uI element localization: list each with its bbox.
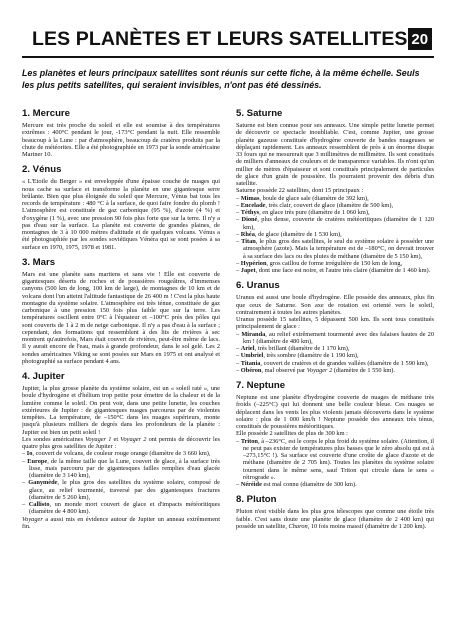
satellite-name: Triton <box>240 437 258 445</box>
satellite-desc: , couvert de cratères et de grandes vallées (diamètre de 1 590 km), <box>260 359 429 367</box>
left-column <box>22 108 220 630</box>
satellite-name: Japet <box>240 267 256 274</box>
satellite-desc: , mal observé par <box>261 366 307 374</box>
section-title: 3. Mars <box>22 256 56 268</box>
satellite-name: Callisto <box>28 501 50 508</box>
text: et <box>111 435 121 443</box>
satellite-desc: , très sombre (diamètre de 1 190 km), <box>263 352 359 360</box>
satellite-desc: , gros caillou de forme irrégulière de 150 km de long, <box>266 259 403 267</box>
page-number-badge: 20 <box>408 28 432 50</box>
satellite-name: Encelade <box>240 201 266 209</box>
list-item <box>236 352 434 359</box>
page-header <box>22 27 434 51</box>
satellite-desc: , très brillant (diamètre de 1 170 km), <box>254 345 350 352</box>
list-item <box>236 202 434 209</box>
list-item <box>236 238 434 260</box>
satellite-name: Titan <box>241 238 256 245</box>
section-venus <box>22 164 220 251</box>
list-item <box>22 501 220 516</box>
satellite-name: Ganymède <box>28 479 58 487</box>
satellite-desc: , de glace (diamètre de 1 530 km), <box>254 230 342 238</box>
header-rule <box>22 56 434 58</box>
satellite-name: Charon <box>288 522 308 530</box>
section-neptune <box>236 380 434 488</box>
list-item <box>236 260 434 267</box>
probe-name: Voyager <box>22 515 43 523</box>
satellite-desc: , très clair, couvert de glace (diamètre de 500 km), <box>265 201 394 209</box>
list-item <box>236 367 434 374</box>
list-item <box>236 360 434 367</box>
satellite-desc: , le plus gros des satellites du système solaire, composé de glace, au relief tourmenté, traversé par des gigantesques fractures (diamètre de 5 260 km), <box>29 479 220 501</box>
satellite-name: Io <box>26 450 33 458</box>
satellite-desc: , en glace très pure (diamètre de 1 060 km), <box>259 209 370 216</box>
section-outro <box>22 516 220 531</box>
section-uranus <box>236 280 434 374</box>
section-body: Jupiter, la plus grosse planète du système solaire, est un « soleil raté », une boule d'hydrogène et d'hélium trop petite pour émettre de la chaleur et de la lumière comme le soleil. On peut voir, dans une petite lunette, les couches extérieures de Jupiter : de gigantesques nuages parcourus par de violentes tempêtes. La température, de –150°C dans les nuages supérieurs, monte jusqu'à plusieurs milliers de degrés dans les profondeurs de la planète : Jupiter est bien un petit soleil ! <box>22 385 220 436</box>
right-column <box>236 108 434 630</box>
section-title: 7. Neptune <box>236 380 286 391</box>
satellite-name: Miranda <box>241 330 266 338</box>
list-item <box>236 216 434 231</box>
section-title: 4. Jupiter <box>22 371 65 382</box>
satellite-desc: , le plus gros des satellites, le seul du système solaire à posséder une atmosphère (azote). Mais la température est de –180°C, on devrait trouver à sa surface des lacs ou des pluies de méthane (diamètre de 5 150 km), <box>243 238 434 260</box>
satellite-desc: , boule de glace sale (diamètre de 392 km), <box>259 194 369 202</box>
section-probes <box>22 436 220 451</box>
section-title: 6. Uranus <box>236 280 280 292</box>
list-item <box>236 195 434 202</box>
section-saturne <box>236 108 434 274</box>
satellite-name: Téthys <box>240 209 260 216</box>
text: Les sondes américaines <box>22 435 86 443</box>
intro-text: Les planètes et leurs principaux satellites sont réunis sur cette fiche, à la même échelle. Seuls les plus petits satellites, qui seraient invisibles, n'ont pas été dessinés. <box>22 68 420 90</box>
section-count: Uranus possède 15 satellites, 5 dépassent 500 km. Ils sont tous constitués principalement de glace : <box>236 316 434 331</box>
satellite-name: Europe <box>27 457 48 465</box>
section-pluton <box>236 494 434 530</box>
section-body: Neptune est une planète d'hydrogène couverte de nuages de méthane très froids (–225°C) qui lui donnent une belle couleur bleue. Ces nuages se déplacent dans les vents les plus violents jamais découverts dans le système solaire : plus de 1 000 km/h ! Neptune possède des anneaux très ténus, constitués de poussières météoritiques. <box>236 394 434 430</box>
probe-name: Voyager 2 <box>120 435 147 443</box>
section-body: Saturne est bien connue pour ses anneaux. Une simple petite lunette permet de découvrir ce spectacle inoubliable. C'est, comme Jupiter, une grosse planète gazeuse constituée d'hydrogène couverte de bandes nuageuses se déplaçant rapidement. Les anneaux ressemblent de près à un énorme disque 33 fours qui ne mesurerait que 3 millimètres de millimètre. Ils sont constitués de milliers d'anneaux de couleurs et de transparence variables. Ils n'ont qu'un millier de mètres d'épaisseur et sont constitués principalement de particules de glace d'un grain de poussière. Ils pourraient provenir des débris d'un satellite. <box>236 122 434 187</box>
satellite-name: Dioné <box>241 216 258 224</box>
satellite-name: Obéron <box>240 366 262 374</box>
satellite-desc: , dont une face est noire, et l'autre très claire (diamètre de 1 460 km). <box>255 267 431 274</box>
satellite-desc: , au relief extrêmement tourmenté avec des falaises hautes de 20 km ! (diamètre de 480 km), <box>243 330 434 345</box>
section-count: Saturne possède 22 satellites, dont 15 principaux : <box>236 187 364 195</box>
list-item <box>236 231 434 238</box>
satellite-list <box>236 438 434 489</box>
satellite-desc: (diamètre de 1 550 km). <box>332 366 395 374</box>
satellite-desc: , plus dense, couverte de cratères météoritiques (diamètre de 1 120 km), <box>243 216 434 231</box>
text: Pluton n'est visible dans les plus gros télescopes que comme une étoile très faible. C'est sans doute une planète de glace (diamètre de 2 400 km) qui possède un satellite, <box>236 508 434 530</box>
section-count: Elle possède 2 satellites de plus de 300 km : <box>236 430 348 438</box>
satellite-name: Mimas <box>240 194 260 202</box>
section-body: Uranus est aussi une boule d'hydrogène. Elle possède des anneaux, plus fin que ceux de Saturne. Son axe de rotation est orienté vers le soleil, contrairement à toutes les autres planètes. <box>236 294 434 316</box>
satellite-name: Umbriel <box>240 352 264 360</box>
satellite-list <box>236 195 434 275</box>
text: ont permis de découvrir les quatre plus gros satellites de Jupiter : <box>22 435 220 450</box>
list-item <box>236 331 434 346</box>
section-mars <box>22 257 220 365</box>
satellite-desc: , un monde mort couvert de glace et d'impacts météoritiques (diamètre de 4 800 km). <box>29 501 220 516</box>
page <box>22 0 434 637</box>
text: , 10 fois moins massif (diamètre de 1 200 km). <box>307 522 427 530</box>
satellite-name: Hypérion <box>240 259 267 267</box>
section-mercure <box>22 108 220 158</box>
satellite-list <box>22 450 220 515</box>
section-body <box>236 508 434 530</box>
section-title: 2. Vénus <box>22 164 62 176</box>
section-jupiter <box>22 371 220 530</box>
list-item <box>236 345 434 352</box>
satellite-desc: , couvert de volcans, de couleur rouge orange (diamètre de 3 660 km), <box>32 450 211 458</box>
list-item <box>236 438 434 482</box>
section-body: Mars est une planète sans martiens et sans vie ! Elle est couverte de gigantesques déserts de roches et de poussières rougeâtres, d'immenses canyons (500 km de long, 100 km de large), de montagnes de 10 km et de volcans dont l'un atteint l'altitude fantastique de 26 400 m ! C'est la plus haute montagne du système solaire. L'atmosphère est très ténue, constituée de gaz carbonique à une pression 150 fois plus faible que sur la terre. Les températures oscillent entre 0°C à l'équateur et –100°C près des pôles qui sont couverts de 1 à 2 m de neige carbonique. Il n'y a pas d'eau à la surface ; cependant, des formations qui ressemblent à des lits de rivières à sec montrent qu'autrefois, Mars était couvert de rivières, peut-être même de lacs. Il y aurait encore de l'eau, mais à grande profondeur, dans le sol gelé. Les 2 sondes américaines Viking se sont posées sur Mars en 1975 et ont analysé et photographié sa surface pendant 4 ans. <box>22 270 220 365</box>
list-item <box>22 479 220 501</box>
probe-name: Voyager 1 <box>85 435 112 443</box>
section-body: « L'Etoile du Berger » est enveloppée d'une épaisse couche de nuages qui nous cache sa surface et transforme la planète en une gigantesque serre brûlante. Bien que plus éloignée du soleil que Mercure, Vénus bat tous les records de température : 480 °C à la surface, de quoi faire fondre du plomb ! L'atmosphère est constituée de gaz carbonique (95 %), d'azote (4 %) et d'oxygène (1 %), avec une pression 90 fois plus forte que sur la terre. Il n'y a pas d'eau sur la surface. La planète est couverte de grandes plaines, de montagnes de 3 à 10 000 mètres d'altitude et de quelques volcans. Vénus a été photographiée par les sondes soviétiques Vénéra qui se sont posées à sa surface en 1970, 1975, 1978 et 1981. <box>22 178 220 251</box>
list-item <box>236 267 434 274</box>
probe-name: Voyager 2 <box>306 366 333 374</box>
text: a aussi mis en évidence autour de Jupiter un anneau extrêmement fin. <box>22 515 220 530</box>
section-title: 8. Pluton <box>236 494 277 506</box>
satellite-desc: , à –236°C, est le corps le plus froid du système solaire. (Attention, il ne peut pas exister de températures plus basses que le zéro absolu qui est à –273,15°C !). Sa surface est couverte d'une croûte de glace d'azote et de méthane (diamètre de 2 705 km). Toutes les planètes du système solaire tournent dans le même sens, sauf Triton qui circule dans le sens « rétrograde ». <box>243 437 434 481</box>
satellite-name: Titania <box>240 359 261 367</box>
content-columns <box>22 108 434 630</box>
page-title: LES PLANÈTES ET LEURS SATELLITES <box>32 27 408 50</box>
section-title: 5. Saturne <box>236 108 283 119</box>
section-title: 1. Mercure <box>22 108 70 119</box>
list-item <box>22 458 220 480</box>
list-item <box>236 209 434 216</box>
satellite-desc: , de la même taille que la Lune, couvert de glace, à la surface très lisse, mais parcouru par de gigantesques failles remplies d'eau glacée (diamètre de 3 140 km), <box>29 457 220 479</box>
list-item <box>236 481 434 488</box>
satellite-name: Rhéa <box>240 230 255 238</box>
satellite-name: Néréide <box>240 481 262 488</box>
satellite-desc: est mal connu (diamètre de 300 km). <box>261 481 357 488</box>
satellite-name: Ariel <box>240 345 255 352</box>
satellite-list <box>236 331 434 375</box>
list-item <box>22 450 220 457</box>
section-body: Mercure est très proche du soleil et elle est soumise à des températures extrêmes : 400°C pendant le jour, -173°C pendant la nuit. Elle ressemble beaucoup à la Lune : par d'atmosphère, beaucoup de cratères produits par la chute de météorites. Elle a été photographiée en 1973 par la sonde américaine Mariner 10. <box>22 122 220 158</box>
